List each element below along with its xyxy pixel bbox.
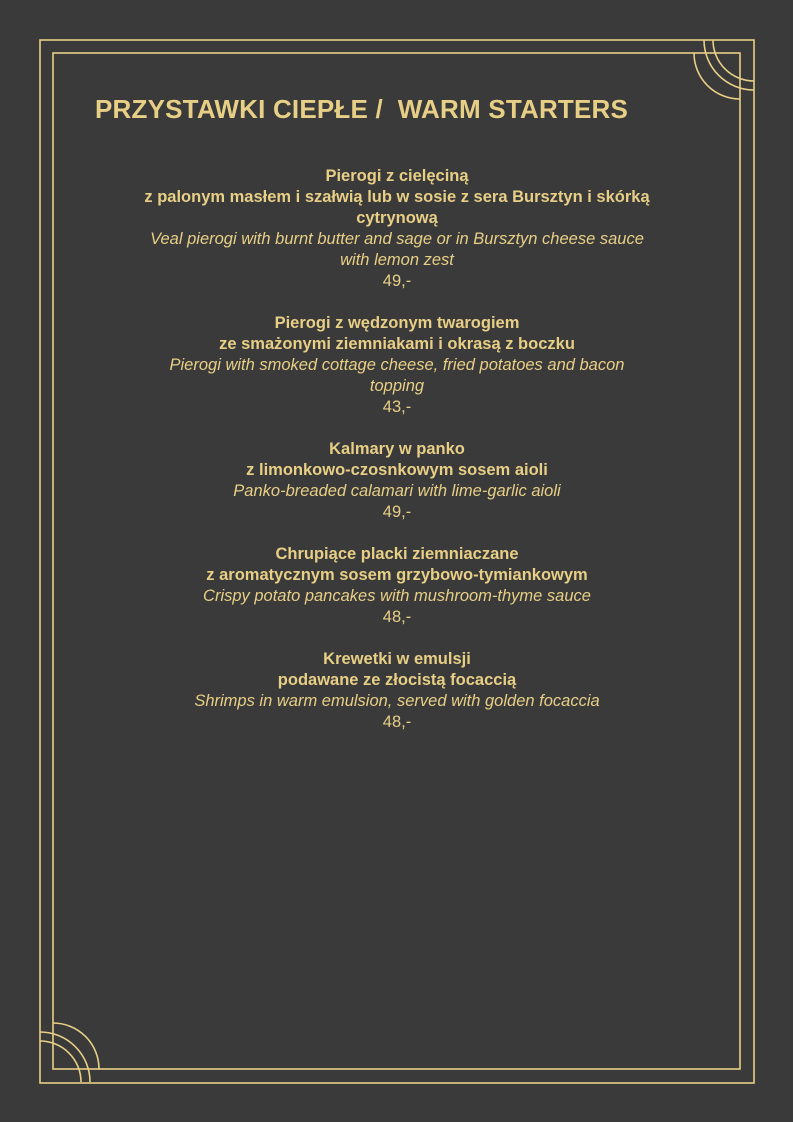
menu-item [97, 649, 697, 733]
dish-name-pl: Pierogi z wędzonym twarogiem [274, 314, 520, 332]
menu-list [97, 166, 697, 754]
dish-description-pl: z palonym masłem i szałwią lub w sosie z sera Bursztyn i skórką [144, 188, 650, 206]
menu-item [97, 166, 697, 292]
dish-name-pl: Kalmary w panko [329, 440, 465, 458]
dish-description-en: Shrimps in warm emulsion, served with golden focaccia [194, 692, 600, 710]
dish-description-en: Panko-breaded calamari with lime-garlic aioli [233, 482, 561, 500]
dish-description-en: Pierogi with smoked cottage cheese, fried potatoes and bacon [169, 356, 625, 374]
dish-price: 43,- [382, 398, 412, 416]
dish-description-pl: z limonkowo-czosnkowym sosem aioli [246, 461, 548, 479]
corner-ornament-bottom-left [40, 1023, 99, 1082]
dish-description-pl: z aromatycznym sosem grzybowo-tymiankowym [206, 566, 588, 584]
menu-item [97, 439, 697, 523]
dish-description-pl: ze smażonymi ziemniakami i okrasą z boczku [219, 335, 575, 353]
dish-price: 48,- [382, 713, 412, 731]
dish-description-en: topping [369, 377, 425, 395]
menu-item [97, 313, 697, 418]
section-title: PRZYSTAWKI CIEPŁE / WARM STARTERS [95, 94, 629, 124]
dish-description-pl: podawane ze złocistą focaccią [277, 671, 517, 689]
menu-item [97, 544, 697, 628]
dish-price: 48,- [382, 608, 412, 626]
dish-name-pl: Pierogi z cielęciną [325, 167, 469, 185]
corner-ornament-top-right [694, 40, 754, 99]
dish-description-en: Veal pierogi with burnt butter and sage or in Bursztyn cheese sauce [150, 230, 644, 248]
dish-price: 49,- [382, 503, 412, 521]
dish-description-en: with lemon zest [340, 251, 454, 269]
dish-description-pl: cytrynową [356, 209, 438, 227]
dish-name-pl: Krewetki w emulsji [323, 650, 471, 668]
dish-name-pl: Chrupiące placki ziemniaczane [275, 545, 519, 563]
dish-description-en: Crispy potato pancakes with mushroom-thyme sauce [203, 587, 591, 605]
dish-price: 49,- [382, 272, 412, 290]
